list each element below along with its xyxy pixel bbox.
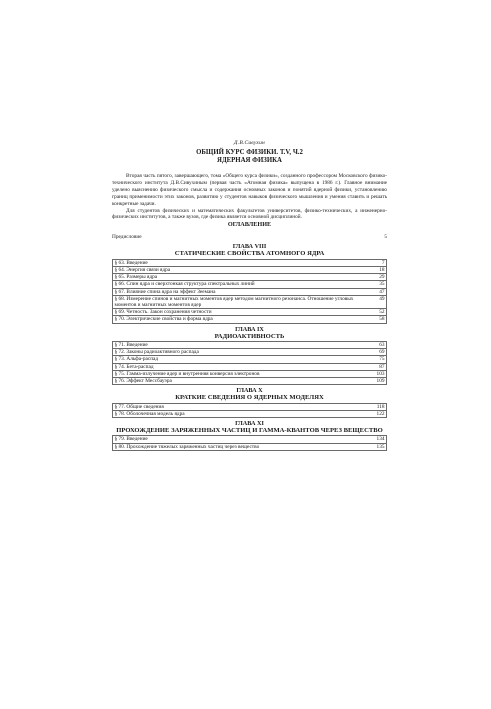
toc-table (112, 435, 387, 450)
toc-row (113, 403, 387, 410)
toc-row (113, 266, 387, 273)
chapter-title: КРАТКИЕ СВЕДЕНИЯ О ЯДЕРНЫХ МОДЕЛЯХ (175, 394, 324, 402)
chapter-label: ГЛАВА VIII (232, 243, 267, 251)
toc-row (113, 316, 387, 323)
toc-row (113, 259, 387, 266)
toc-row (113, 341, 387, 348)
toc-item-text: § 66. Спин ядра и сверхтонкая структура спектральных линий (113, 281, 368, 288)
author-name: Д.В.Сивухин (234, 140, 265, 146)
toc-item-page: 122 (367, 410, 387, 417)
toc-item-text: § 76. Эффект Мессбауэра (113, 378, 368, 385)
toc-row (113, 356, 387, 363)
toc-preface-label: Предисловие (112, 234, 142, 241)
toc-item-text: § 80. Прохождение тяжелых заряженных частиц через вещество (113, 443, 368, 450)
toc-table (112, 259, 387, 324)
toc-row (113, 363, 387, 370)
toc-row (113, 436, 387, 443)
document-page (112, 140, 387, 451)
toc-item-page: 7 (367, 259, 387, 266)
toc-item-text: § 67. Влияние спина ядра на эффект Зеемана (113, 288, 368, 295)
toc-heading: ОГЛАВЛЕНИЕ (227, 221, 272, 229)
toc-item-text: § 74. Бета-распад (113, 363, 368, 370)
toc-item-page: 18 (367, 266, 387, 273)
toc-preface-page: 5 (384, 234, 387, 241)
toc-row (113, 288, 387, 295)
toc-item-page: 49 (367, 295, 387, 308)
toc-item-text: § 68. Измерение спинов и магнитных моментов ядер методом магнитного резонанса. Отношение угловых моментов и магнитных моментов ядер (113, 295, 368, 308)
chapter-title: РАДИОАКТИВНОСТЬ (214, 332, 285, 340)
toc-item-text: § 64. Энергия связи ядра (113, 266, 368, 273)
chapter-label: ГЛАВА XI (235, 420, 264, 428)
toc-table (112, 403, 387, 418)
toc-row (113, 309, 387, 316)
toc-item-page: 47 (367, 288, 387, 295)
toc-item-text: § 79. Введение (113, 436, 368, 443)
chapter-title: ПРОХОЖДЕНИЕ ЗАРЯЖЕННЫХ ЧАСТИЦ И ГАММА-КВАНТОВ ЧЕРЕЗ ВЕЩЕСТВО (116, 427, 383, 435)
toc-item-page: 63 (367, 341, 387, 348)
toc-item-page: 135 (367, 443, 387, 450)
toc-item-text: § 78. Оболочечная модель ядра (113, 410, 368, 417)
toc-item-page: 52 (367, 309, 387, 316)
toc-item-page: 109 (367, 378, 387, 385)
annotation-paragraph-2: Для студентов физических и математических факультетов университетов, физико-технических, а инженерно-физических институтов, а также вузов, где физика является основной дисциплиной. (112, 207, 387, 221)
toc-item-page: 58 (367, 316, 387, 323)
toc-item-page: 87 (367, 363, 387, 370)
toc-row (113, 349, 387, 356)
toc-item-text: § 69. Четность. Закон сохранения четности (113, 309, 368, 316)
toc-row (113, 378, 387, 385)
toc-item-page: 69 (367, 349, 387, 356)
toc-row (113, 443, 387, 450)
annotation-paragraph-1: Вторая часть пятого, завершающего, тома «Общего курса физики», созданного профессором Московского физико-технического института Д.В.Сивухиным (первая часть «Атомная физика» выпущена в 1986 г.). Главное внимание уделено выяснению физического смысла и содержания основных законов и понятий ядерной физики, установлению границ применимости этих законов, развитию у студентов навыков физического мышления и умения ставить и решать конкретные задачи. (112, 173, 387, 207)
annotation-text (112, 173, 387, 221)
toc-item-text: § 65. Размеры ядра (113, 274, 368, 281)
toc-item-page: 118 (367, 403, 387, 410)
toc-table (112, 341, 387, 385)
toc-row (113, 281, 387, 288)
toc-item-page: 29 (367, 274, 387, 281)
toc-item-text: § 70. Электрические свойства и форма ядра (113, 316, 368, 323)
toc-item-page: 75 (367, 356, 387, 363)
toc-item-text: § 63. Введение (113, 259, 368, 266)
book-title: ОБЩИЙ КУРС ФИЗИКИ. Т.V, Ч.2 (196, 149, 303, 156)
chapter-title: СТАТИЧЕСКИЕ СВОЙСТВА АТОМНОГО ЯДРА (174, 250, 325, 258)
chapter-label: ГЛАВА IX (235, 325, 264, 333)
book-subtitle: ЯДЕРНАЯ ФИЗИКА (217, 157, 282, 164)
toc-item-text: § 71. Введение (113, 341, 368, 348)
toc-item-text: § 72. Законы радиоактивного распада (113, 349, 368, 356)
toc-item-text: § 77. Общие сведения (113, 403, 368, 410)
toc-row (113, 370, 387, 377)
chapter-label: ГЛАВА X (236, 387, 263, 395)
toc-item-page: 103 (367, 370, 387, 377)
toc-item-page: 35 (367, 281, 387, 288)
toc-item-text: § 73. Альфа-распад (113, 356, 368, 363)
toc-item-page: 134 (367, 436, 387, 443)
toc-item-text: § 75. Гамма-излучение ядер и внутренняя конверсия электронов (113, 370, 368, 377)
toc-row (113, 295, 387, 308)
toc-row (113, 410, 387, 417)
toc-row (113, 274, 387, 281)
toc-preface-row (112, 234, 387, 241)
